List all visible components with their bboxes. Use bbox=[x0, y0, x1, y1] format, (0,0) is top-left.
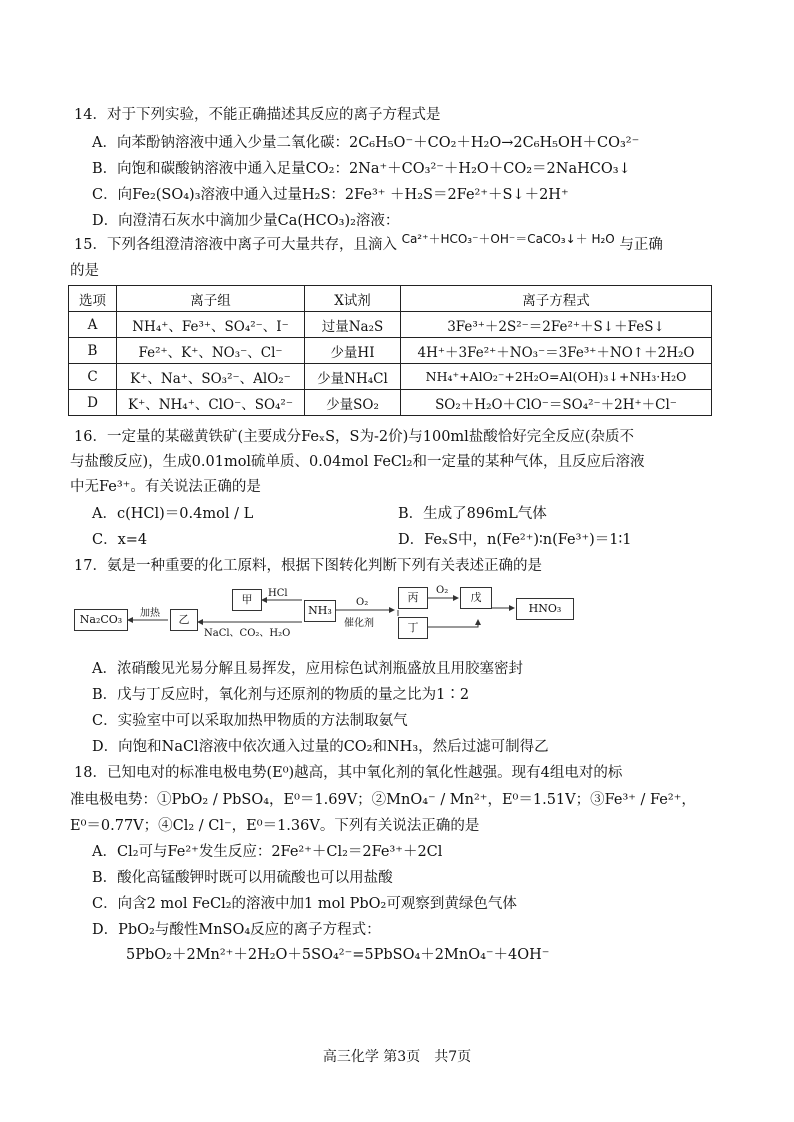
node-na2co3: Na₂CO₃ bbox=[74, 609, 128, 631]
cell-reagent: 少量NH₄Cl bbox=[305, 364, 401, 390]
node-yi: 乙 bbox=[170, 609, 198, 631]
page-footer: 高三化学 第3页 共7页 bbox=[322, 1049, 472, 1065]
label-heat: 加热 bbox=[140, 608, 160, 619]
q15-stem-part2: 与正确 bbox=[619, 237, 663, 253]
q15-stem-equation: Ca²⁺＋HCO₃⁻＋OH⁻＝CaCO₃↓＋ H₂O bbox=[401, 232, 615, 246]
arrow-ding-to-wu bbox=[428, 620, 478, 627]
cell-option: A bbox=[69, 312, 117, 338]
q16-stem-line2: 与盐酸反应)，生成0.01mol硫单质、0.04mol FeCl₂和一定量的某种气体，且反应后溶液 bbox=[70, 454, 645, 470]
q14-option-c: C．向Fe₂(SO₄)₃溶液中通入过量H₂S：2Fe³⁺ ＋H₂S＝2Fe²⁺＋S↓＋2H⁺ bbox=[92, 187, 569, 203]
q17-option-a: A．浓硝酸见光易分解且易挥发，应用棕色试剂瓶盛放且用胶塞密封 bbox=[92, 661, 523, 677]
q16-option-b: B．生成了896mL气体 bbox=[398, 506, 547, 522]
node-ding: 丁 bbox=[398, 617, 428, 639]
cell-equation: 4H⁺＋3Fe²⁺＋NO₃⁻＝3Fe³⁺＋NO↑＋2H₂O bbox=[401, 338, 712, 364]
q18-stem-line3: E⁰＝0.77V；④Cl₂ / Cl⁻，E⁰＝1.36V。下列有关说法正确的是 bbox=[70, 818, 480, 834]
q17-stem: 17．氨是一种重要的化工原料，根据下图转化判断下列有关表述正确的是 bbox=[74, 558, 542, 574]
cell-equation: SO₂＋H₂O＋ClO⁻＝SO₄²⁻＋2H⁺＋Cl⁻ bbox=[401, 390, 712, 416]
node-wu: 戊 bbox=[460, 587, 492, 609]
cell-ions: Fe²⁺、K⁺、NO₃⁻、Cl⁻ bbox=[117, 338, 305, 364]
cell-equation: NH₄⁺+AlO₂⁻+2H₂O=Al(OH)₃↓+NH₃·H₂O bbox=[401, 364, 712, 390]
q16-stem-line1: 16．一定量的某磁黄铁矿(主要成分FeₓS，S为-2价)与100ml盐酸恰好完全反应(杂质不 bbox=[74, 429, 634, 445]
q15-stem-part1: 15．下列各组澄清溶液中离子可大量共存，且滴入 bbox=[74, 237, 397, 253]
label-hcl: HCl bbox=[268, 588, 288, 599]
q16-option-c: C．x=4 bbox=[92, 532, 148, 548]
cell-equation: 3Fe³⁺＋2S²⁻＝2Fe²⁺＋S↓＋FeS↓ bbox=[401, 312, 712, 338]
header-equation: 离子方程式 bbox=[401, 286, 712, 312]
q18-stem-line2: 准电极电势：①PbO₂ / PbSO₄，E⁰＝1.69V；②MnO₄⁻ / Mn²⁺，E⁰＝1.51V；③Fe³⁺ / Fe²⁺， bbox=[70, 792, 696, 808]
header-ions: 离子组 bbox=[117, 286, 305, 312]
node-nh3: NH₃ bbox=[304, 600, 336, 622]
cell-reagent: 过量Na₂S bbox=[305, 312, 401, 338]
q16-option-a: A．c(HCl)＝0.4mol / L bbox=[92, 506, 254, 522]
q18-stem-line1: 18．已知电对的标准电极电势(E⁰)越高，其中氧化剂的氧化性越强。现有4组电对的标 bbox=[74, 765, 623, 781]
q17-option-c: C．实验室中可以采取加热甲物质的方法制取氨气 bbox=[92, 713, 408, 729]
node-jia: 甲 bbox=[232, 589, 262, 611]
label-o2-a: O₂ bbox=[356, 597, 369, 608]
label-catalyst: 催化剂 bbox=[344, 618, 374, 629]
cell-ions: NH₄⁺、Fe³⁺、SO₄²⁻、I⁻ bbox=[117, 312, 305, 338]
q14-option-d: D．向澄清石灰水中滴加少量Ca(HCO₃)₂溶液： bbox=[92, 213, 400, 229]
q14-option-a: A．向苯酚钠溶液中通入少量二氧化碳：2C₆H₅O⁻＋CO₂＋H₂O→2C₆H₅OH＋CO₃²⁻ bbox=[92, 135, 640, 151]
node-bing: 丙 bbox=[398, 587, 428, 609]
q17-option-d: D．向饱和NaCl溶液中依次通入过量的CO₂和NH₃，然后过滤可制得乙 bbox=[92, 739, 549, 755]
header-reagent: X试剂 bbox=[305, 286, 401, 312]
q17-option-b: B．戊与丁反应时，氧化剂与还原剂的物质的量之比为1∶2 bbox=[92, 687, 470, 703]
label-o2-b: O₂ bbox=[436, 585, 449, 596]
cell-reagent: 少量SO₂ bbox=[305, 390, 401, 416]
label-nacl: NaCl、CO₂、H₂O bbox=[204, 628, 291, 639]
q18-option-b: B．酸化高锰酸钾时既可以用硫酸也可以用盐酸 bbox=[92, 870, 393, 886]
cell-option: C bbox=[69, 364, 117, 390]
cell-ions: K⁺、Na⁺、SO₃²⁻、AlO₂⁻ bbox=[117, 364, 305, 390]
q18-option-d: D．PbO₂与酸性MnSO₄反应的离子方程式： bbox=[92, 922, 381, 938]
q18-option-d-equation: 5PbO₂＋2Mn²⁺＋2H₂O＋5SO₄²⁻=5PbSO₄＋2MnO₄⁻＋4OH⁻ bbox=[126, 947, 550, 963]
q14-option-b: B．向饱和碳酸钠溶液中通入足量CO₂：2Na⁺＋CO₃²⁻＋H₂O＋CO₂＝2NaHCO₃↓ bbox=[92, 161, 631, 177]
q14-stem: 14．对于下列实验，不能正确描述其反应的离子方程式是 bbox=[74, 107, 441, 123]
q15-stem-tail: 的是 bbox=[70, 263, 99, 279]
q16-option-d: D．FeₓS中，n(Fe²⁺)∶n(Fe³⁺)＝1∶1 bbox=[398, 532, 632, 548]
cell-option: D bbox=[69, 390, 117, 416]
cell-option: B bbox=[69, 338, 117, 364]
q18-option-a: A．Cl₂可与Fe²⁺发生反应：2Fe²⁺＋Cl₂＝2Fe³⁺＋2Cl bbox=[92, 844, 443, 860]
cell-ions: K⁺、NH₄⁺、ClO⁻、SO₄²⁻ bbox=[117, 390, 305, 416]
cell-reagent: 少量HI bbox=[305, 338, 401, 364]
header-option: 选项 bbox=[69, 286, 117, 312]
q16-stem-line3: 中无Fe³⁺。有关说法正确的是 bbox=[70, 479, 261, 495]
q18-option-c: C．向含2 mol FeCl₂的溶液中加1 mol PbO₂可观察到黄绿色气体 bbox=[92, 896, 517, 912]
node-hno3: HNO₃ bbox=[516, 598, 574, 620]
